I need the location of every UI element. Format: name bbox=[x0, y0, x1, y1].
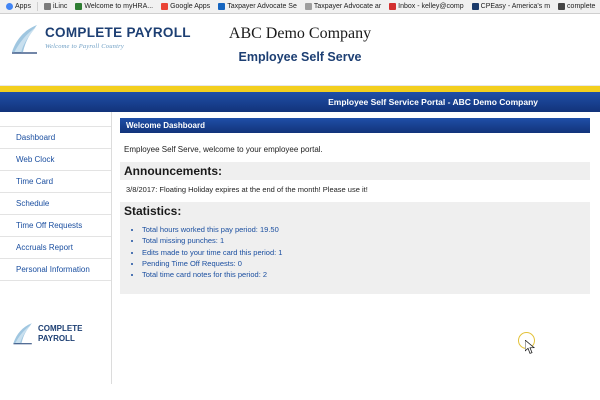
list-item: • Total hours worked this pay period: 19.50 bbox=[142, 224, 590, 235]
advocate-icon bbox=[305, 3, 312, 10]
logo-title: COMPLETE PAYROLL bbox=[45, 25, 191, 40]
portal-title-text: Employee Self Service Portal - ABC Demo Company bbox=[328, 97, 538, 107]
bookmark-label: Apps bbox=[15, 2, 31, 10]
sidebar-item-time-off-requests[interactable] bbox=[0, 215, 111, 237]
sidebar-item-schedule[interactable] bbox=[0, 193, 111, 215]
statistics-heading: Statistics: bbox=[120, 202, 590, 220]
bookmark-label: iLinc bbox=[52, 2, 68, 10]
logo-tagline: Welcome to Payroll Country bbox=[45, 42, 124, 50]
bookmark-label: Google Apps bbox=[170, 2, 211, 10]
site-header bbox=[0, 14, 600, 86]
announcements-text: 3/8/2017: Floating Holiday expires at the end of the month! Please use it! bbox=[126, 185, 368, 194]
bookmark-complete[interactable] bbox=[554, 0, 599, 14]
bookmark-ilinc[interactable] bbox=[40, 0, 71, 14]
list-item: • Pending Time Off Requests: 0 bbox=[142, 258, 590, 269]
bookmark-label: complete bbox=[567, 2, 596, 10]
portal-title-bar bbox=[0, 92, 600, 112]
leaf-logo-icon bbox=[12, 321, 34, 346]
bookmark-label: CPEasy - America's m bbox=[480, 2, 551, 10]
sidebar-item-label: Time Off Requests bbox=[16, 221, 83, 230]
page-container bbox=[0, 14, 600, 400]
body-row bbox=[0, 112, 600, 384]
sidebar-item-label: Accruals Report bbox=[16, 243, 73, 252]
tax-icon bbox=[218, 3, 225, 10]
sidebar-logo-line2: PAYROLL bbox=[38, 333, 75, 343]
complete-icon bbox=[558, 3, 565, 10]
google-icon bbox=[161, 3, 168, 10]
sidebar-item-label: Web Clock bbox=[16, 155, 55, 164]
sidebar-item-label: Time Card bbox=[16, 177, 54, 186]
browser-bookmarks-bar bbox=[0, 0, 600, 14]
cpeasy-icon bbox=[472, 3, 479, 10]
bookmark-inbox[interactable] bbox=[385, 0, 467, 14]
sidebar-item-personal-information[interactable] bbox=[0, 259, 111, 281]
bookmark-separator bbox=[37, 2, 38, 11]
sidebar-item-label: Schedule bbox=[16, 199, 50, 208]
bookmark-label: Taxpayer Advocate Se bbox=[227, 2, 297, 10]
portal-subtitle: Employee Self Serve bbox=[238, 50, 362, 65]
company-name: ABC Demo Company bbox=[228, 25, 372, 42]
welcome-message: Employee Self Serve, welcome to your employee portal. bbox=[124, 145, 323, 154]
hra-icon bbox=[75, 3, 82, 10]
sidebar-footer-logo bbox=[12, 321, 82, 346]
bookmark-label: Inbox - kelley@comp bbox=[398, 2, 464, 10]
sidebar-item-label: Personal Information bbox=[16, 265, 90, 274]
grid-icon bbox=[6, 3, 13, 10]
bookmark-apps[interactable] bbox=[2, 0, 35, 14]
welcome-dashboard-title: Welcome Dashboard bbox=[120, 118, 590, 133]
sidebar-logo-text bbox=[38, 324, 82, 342]
sidebar-item-accruals-report[interactable] bbox=[0, 237, 111, 259]
sidebar-item-web-clock[interactable] bbox=[0, 149, 111, 171]
list-item: • Total missing punches: 1 bbox=[142, 235, 590, 246]
bookmark-cpeasy[interactable] bbox=[468, 0, 554, 14]
sidebar-item-time-card[interactable] bbox=[0, 171, 111, 193]
list-item: • Total time card notes for this period: 2 bbox=[142, 269, 590, 280]
statistics-block bbox=[120, 220, 590, 294]
bookmark-google-apps[interactable] bbox=[157, 0, 214, 14]
bookmark-label: Taxpayer Advocate ar bbox=[313, 2, 382, 10]
bookmark-taxpayer-advocate-se[interactable] bbox=[214, 0, 301, 14]
list-item: • Edits made to your time card this period: 1 bbox=[142, 247, 590, 258]
bookmark-myhra[interactable] bbox=[71, 0, 157, 14]
statistics-list bbox=[120, 220, 590, 290]
sidebar-item-label: Dashboard bbox=[16, 133, 56, 142]
header-titles bbox=[0, 24, 600, 64]
sidebar-item-dashboard[interactable] bbox=[0, 126, 111, 149]
ilinc-icon bbox=[44, 3, 51, 10]
bookmark-label: Welcome to myHRA... bbox=[84, 2, 154, 10]
announcements-heading: Announcements: bbox=[120, 162, 590, 180]
sidebar-nav bbox=[0, 112, 112, 384]
sidebar-logo-line1: COMPLETE bbox=[38, 324, 83, 334]
mail-icon bbox=[389, 3, 396, 10]
bookmark-taxpayer-advocate-ar[interactable] bbox=[301, 0, 385, 14]
